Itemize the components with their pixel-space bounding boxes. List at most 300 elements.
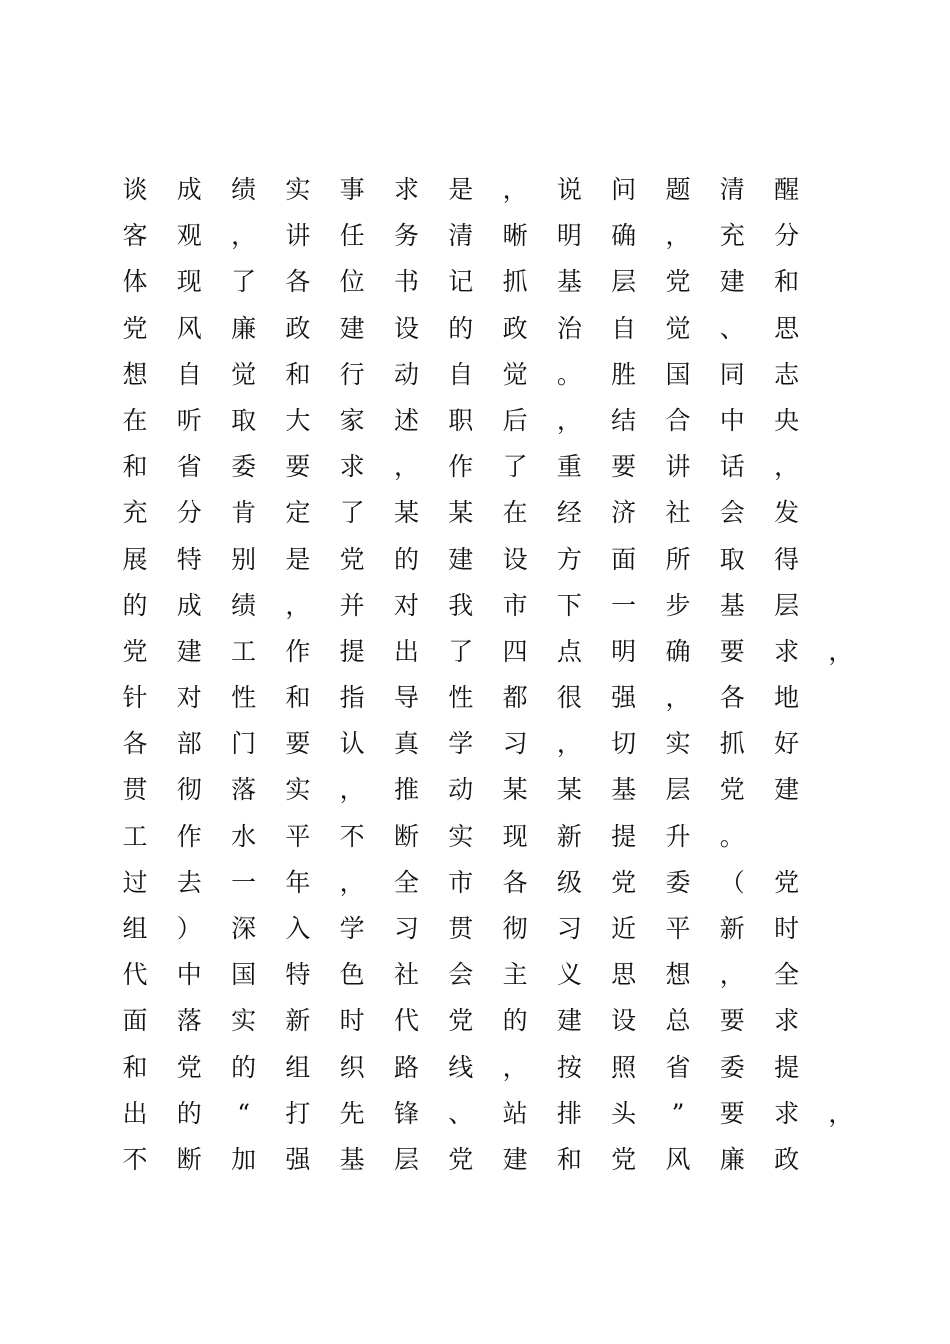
text-char: 清	[719, 175, 745, 204]
text-char: 发	[774, 498, 800, 528]
text-char: 水	[231, 821, 257, 851]
text-char: 好	[774, 729, 800, 759]
text-char: 真	[393, 729, 419, 759]
text-char: 省	[665, 1052, 691, 1082]
text-char: ，	[339, 775, 365, 805]
text-char: 别	[231, 544, 257, 574]
text-char: 特	[285, 960, 311, 990]
text-char: 要	[285, 452, 311, 482]
text-char: 全	[774, 960, 800, 990]
text-char: 在	[122, 405, 148, 435]
text-char: 针	[122, 683, 148, 713]
text-char: 确	[665, 636, 691, 666]
body-text	[112, 167, 872, 1183]
text-char: 政	[502, 313, 528, 343]
text-char: 组	[285, 1052, 311, 1082]
text-char: 设	[611, 1006, 637, 1036]
text-char: 各	[719, 683, 745, 713]
text-char: 义	[556, 960, 582, 990]
text-char: 面	[122, 1006, 148, 1036]
text-char: 实	[665, 729, 691, 759]
text-char: 合	[665, 405, 691, 435]
text-char: 方	[556, 544, 582, 574]
text-char: 、	[719, 313, 745, 343]
text-line	[112, 537, 872, 583]
text-char: 的	[231, 1052, 257, 1082]
text-char: 政	[774, 1144, 800, 1174]
text-char: 某	[393, 498, 419, 528]
text-char: 贯	[448, 914, 474, 943]
text-char: 思	[774, 313, 800, 343]
text-char: 部	[176, 729, 202, 759]
text-char: 成	[176, 590, 202, 620]
text-char: 党	[448, 1144, 474, 1174]
text-char: 认	[339, 729, 365, 759]
text-char: ，	[285, 590, 311, 620]
text-char: 会	[719, 498, 745, 528]
text-char: 锋	[393, 1098, 419, 1128]
text-char: 现	[502, 821, 528, 851]
text-char: 平	[665, 914, 691, 943]
text-char: 务	[393, 221, 419, 251]
text-char: 和	[556, 1144, 582, 1174]
text-char: 地	[774, 683, 800, 713]
text-char: ，	[339, 867, 365, 897]
text-line	[112, 352, 872, 398]
text-char: 习	[393, 914, 419, 943]
text-char: 讲	[665, 452, 691, 482]
text-char: 是	[285, 544, 311, 574]
text-line	[112, 952, 872, 998]
text-char: ，	[502, 175, 528, 204]
text-char: 自	[448, 359, 474, 389]
text-char: 我	[448, 590, 474, 620]
text-char: 了	[231, 267, 257, 297]
text-char: 断	[176, 1144, 202, 1174]
text-char: 打	[285, 1098, 311, 1128]
text-char: 委	[719, 1052, 745, 1082]
text-char: 观	[176, 221, 202, 251]
text-char: ）	[176, 914, 202, 943]
text-char: 建	[176, 636, 202, 666]
text-char: 行	[339, 359, 365, 389]
text-char: 建	[774, 775, 800, 805]
text-char: 断	[393, 821, 419, 851]
text-line	[112, 1091, 872, 1137]
text-char: 步	[665, 590, 691, 620]
text-char: ，	[828, 1098, 854, 1128]
text-char: 职	[448, 405, 474, 435]
text-line	[112, 629, 872, 675]
text-char: 习	[556, 914, 582, 943]
text-char: 和	[285, 683, 311, 713]
text-char: 位	[339, 267, 365, 297]
text-char: 设	[393, 313, 419, 343]
text-char: 要	[285, 729, 311, 759]
text-char: 层	[665, 775, 691, 805]
text-char: 习	[502, 729, 528, 759]
text-char: 特	[176, 544, 202, 574]
text-char: 提	[611, 821, 637, 851]
text-char: 同	[719, 359, 745, 389]
text-char: 抓	[502, 267, 528, 297]
text-char: 充	[719, 221, 745, 251]
text-line	[112, 721, 872, 767]
text-char: 充	[122, 498, 148, 528]
text-line	[112, 767, 872, 813]
text-char: 实	[448, 821, 474, 851]
text-char: 求	[774, 1098, 800, 1128]
text-char: 客	[122, 221, 148, 251]
text-char: 动	[393, 359, 419, 389]
text-line	[112, 1045, 872, 1091]
text-char: 党	[176, 1052, 202, 1082]
text-char: 说	[556, 175, 582, 204]
text-char: 去	[176, 867, 202, 897]
text-char: 基	[719, 590, 745, 620]
text-char: 在	[502, 498, 528, 528]
text-char: 委	[665, 867, 691, 897]
text-char: 很	[556, 683, 582, 713]
text-char: 明	[611, 636, 637, 666]
text-char: 胜	[611, 359, 637, 389]
text-char: 明	[556, 221, 582, 251]
text-char: 问	[611, 175, 637, 204]
text-char: 会	[448, 960, 474, 990]
text-char: 中	[719, 405, 745, 435]
text-char: 和	[774, 267, 800, 297]
text-char: 代	[393, 1006, 419, 1036]
text-char: 定	[285, 498, 311, 528]
text-char: 作	[176, 821, 202, 851]
text-char: 落	[176, 1006, 202, 1036]
text-char: 工	[231, 636, 257, 666]
text-char: 基	[339, 1144, 365, 1174]
text-char: 央	[774, 405, 800, 435]
text-char: 某	[502, 775, 528, 805]
text-char: 门	[231, 729, 257, 759]
text-char: 面	[611, 544, 637, 574]
text-line	[112, 167, 872, 213]
text-char: ”	[671, 1098, 685, 1128]
text-char: 年	[285, 867, 311, 897]
text-char: 色	[339, 960, 365, 990]
text-char: ，	[502, 1052, 528, 1082]
text-char: 不	[122, 1144, 148, 1174]
text-char: ，	[719, 960, 745, 990]
text-char: 加	[231, 1144, 257, 1174]
text-char: 和	[122, 452, 148, 482]
text-char: 近	[611, 914, 637, 943]
text-char: 省	[176, 452, 202, 482]
text-char: 照	[611, 1052, 637, 1082]
text-char: 的	[393, 544, 419, 574]
text-char: 要	[719, 1006, 745, 1036]
text-line	[112, 490, 872, 536]
text-char: 觉	[231, 359, 257, 389]
text-char: 各	[122, 729, 148, 759]
text-char: 记	[448, 267, 474, 297]
text-char: 总	[665, 1006, 691, 1036]
text-char: 党	[665, 267, 691, 297]
text-char: ，	[665, 221, 691, 251]
text-char: 求	[393, 175, 419, 204]
text-char: 重	[556, 452, 582, 482]
text-char: 四	[502, 636, 528, 666]
text-char: 路	[393, 1052, 419, 1082]
text-char: 清	[448, 221, 474, 251]
text-char: 性	[448, 683, 474, 713]
text-char: 党	[448, 1006, 474, 1036]
text-char: 取	[719, 544, 745, 574]
text-char: 成	[176, 175, 202, 204]
text-char: 对	[176, 683, 202, 713]
text-char: 织	[339, 1052, 365, 1082]
text-char: 讲	[285, 221, 311, 251]
text-char: 。	[719, 821, 745, 851]
text-line	[112, 814, 872, 860]
text-char: 下	[556, 590, 582, 620]
text-char: ，	[774, 452, 800, 482]
text-char: 醒	[774, 175, 800, 204]
text-line	[112, 259, 872, 305]
text-char: 思	[611, 960, 637, 990]
text-char: 建	[719, 267, 745, 297]
text-char: 各	[285, 267, 311, 297]
text-char: 党	[122, 636, 148, 666]
text-char: 政	[285, 313, 311, 343]
text-char: 建	[502, 1144, 528, 1174]
text-char: 书	[393, 267, 419, 297]
text-char: 经	[556, 498, 582, 528]
text-char: 是	[448, 175, 474, 204]
text-line	[112, 583, 872, 629]
text-char: 某	[556, 775, 582, 805]
text-char: 。	[556, 359, 582, 389]
text-char: 建	[448, 544, 474, 574]
text-char: 过	[122, 867, 148, 897]
text-char: 风	[176, 313, 202, 343]
text-char: 层	[774, 590, 800, 620]
text-char: 彻	[502, 914, 528, 943]
text-char: 肯	[231, 498, 257, 528]
text-char: 党	[774, 867, 800, 897]
text-char: 点	[556, 636, 582, 666]
text-line	[112, 213, 872, 259]
text-char: 风	[665, 1144, 691, 1174]
text-char: 层	[393, 1144, 419, 1174]
text-char: 的	[176, 1098, 202, 1128]
text-char: 强	[285, 1144, 311, 1174]
text-char: 中	[176, 960, 202, 990]
text-char: 求	[774, 1006, 800, 1036]
text-char: 头	[611, 1098, 637, 1128]
text-char: 自	[611, 313, 637, 343]
text-char: 提	[339, 636, 365, 666]
text-char: 廉	[231, 313, 257, 343]
text-char: 导	[393, 683, 419, 713]
text-line	[112, 998, 872, 1044]
text-char: 出	[393, 636, 419, 666]
text-char: 想	[122, 359, 148, 389]
text-char: 推	[393, 775, 419, 805]
text-char: 出	[122, 1098, 148, 1128]
text-char: 指	[339, 683, 365, 713]
text-char: 了	[339, 498, 365, 528]
text-char: 分	[176, 498, 202, 528]
text-char: 绩	[231, 590, 257, 620]
text-char: 排	[556, 1098, 582, 1128]
text-char: 、	[448, 1098, 474, 1128]
text-char: 治	[556, 313, 582, 343]
text-char: ，	[828, 636, 854, 666]
text-char: （	[719, 867, 745, 897]
text-char: 党	[339, 544, 365, 574]
text-char: 新	[556, 821, 582, 851]
text-char: 工	[122, 821, 148, 851]
text-line	[112, 444, 872, 490]
text-char: 分	[774, 221, 800, 251]
text-char: 和	[285, 359, 311, 389]
text-char: 学	[339, 914, 365, 943]
text-char: 组	[122, 914, 148, 943]
text-char: 并	[339, 590, 365, 620]
text-char: 体	[122, 267, 148, 297]
text-char: ，	[665, 683, 691, 713]
text-char: 的	[502, 1006, 528, 1036]
text-char: 觉	[502, 359, 528, 389]
text-char: 要	[719, 636, 745, 666]
text-char: 各	[502, 867, 528, 897]
text-char: 作	[285, 636, 311, 666]
text-char: 升	[665, 821, 691, 851]
text-char: 市	[502, 590, 528, 620]
text-char: 落	[231, 775, 257, 805]
text-char: 一	[231, 867, 257, 897]
text-char: 济	[611, 498, 637, 528]
text-char: 新	[285, 1006, 311, 1036]
text-char: 党	[611, 867, 637, 897]
text-char: 站	[502, 1098, 528, 1128]
text-char: 确	[611, 221, 637, 251]
text-char: 实	[231, 1006, 257, 1036]
text-char: 绩	[231, 175, 257, 204]
text-char: 时	[339, 1006, 365, 1036]
text-char: 对	[393, 590, 419, 620]
text-char: 听	[176, 405, 202, 435]
text-char: ，	[231, 221, 257, 251]
text-char: 要	[719, 1098, 745, 1128]
text-char: 党	[122, 313, 148, 343]
text-char: 国	[231, 960, 257, 990]
text-char: 提	[774, 1052, 800, 1082]
text-char: 都	[502, 683, 528, 713]
text-char: 展	[122, 544, 148, 574]
text-char: 线	[448, 1052, 474, 1082]
text-char: 党	[719, 775, 745, 805]
text-char: 不	[339, 821, 365, 851]
text-char: 国	[665, 359, 691, 389]
text-char: 了	[448, 636, 474, 666]
text-char: 级	[556, 867, 582, 897]
text-char: 自	[176, 359, 202, 389]
text-char: 实	[285, 775, 311, 805]
text-char: 觉	[665, 313, 691, 343]
text-char: ，	[393, 452, 419, 482]
text-char: 平	[285, 821, 311, 851]
text-char: 社	[393, 960, 419, 990]
text-char: 建	[339, 313, 365, 343]
text-char: ，	[556, 405, 582, 435]
text-char: 设	[502, 544, 528, 574]
text-char: 实	[285, 175, 311, 204]
text-char: 谈	[122, 175, 148, 204]
text-char: 贯	[122, 775, 148, 805]
text-char: 彻	[176, 775, 202, 805]
text-char: 现	[176, 267, 202, 297]
text-char: 后	[502, 405, 528, 435]
text-char: 求	[774, 636, 800, 666]
text-char: 一	[611, 590, 637, 620]
text-char: 学	[448, 729, 474, 759]
text-char: 题	[665, 175, 691, 204]
text-char: 了	[502, 452, 528, 482]
text-char: 结	[611, 405, 637, 435]
text-char: 家	[339, 405, 365, 435]
text-char: 的	[122, 590, 148, 620]
text-line	[112, 306, 872, 352]
text-line	[112, 398, 872, 444]
text-char: 的	[448, 313, 474, 343]
text-char: 任	[339, 221, 365, 251]
text-char: 事	[339, 175, 365, 204]
text-char: 社	[665, 498, 691, 528]
text-char: ，	[556, 729, 582, 759]
text-char: 新	[719, 914, 745, 943]
text-char: 动	[448, 775, 474, 805]
text-char: 晰	[502, 221, 528, 251]
text-char: 全	[393, 867, 419, 897]
text-char: 基	[556, 267, 582, 297]
text-char: 入	[285, 914, 311, 943]
text-char: 先	[339, 1098, 365, 1128]
text-char: 所	[665, 544, 691, 574]
text-char: 想	[665, 960, 691, 990]
text-line	[112, 906, 872, 952]
text-char: 委	[231, 452, 257, 482]
text-char: 建	[556, 1006, 582, 1036]
text-char: 强	[611, 683, 637, 713]
text-char: 抓	[719, 729, 745, 759]
text-char: 深	[231, 914, 257, 943]
text-char: 性	[231, 683, 257, 713]
text-line	[112, 860, 872, 906]
text-char: 市	[448, 867, 474, 897]
text-char: 切	[611, 729, 637, 759]
text-char: 党	[611, 1144, 637, 1174]
text-char: 取	[231, 405, 257, 435]
text-char: 廉	[719, 1144, 745, 1174]
text-char: 要	[611, 452, 637, 482]
text-char: 层	[611, 267, 637, 297]
text-char: 基	[611, 775, 637, 805]
text-char: 得	[774, 544, 800, 574]
text-char: 主	[502, 960, 528, 990]
text-char: 按	[556, 1052, 582, 1082]
text-line	[112, 675, 872, 721]
text-char: 某	[448, 498, 474, 528]
text-char: 大	[285, 405, 311, 435]
